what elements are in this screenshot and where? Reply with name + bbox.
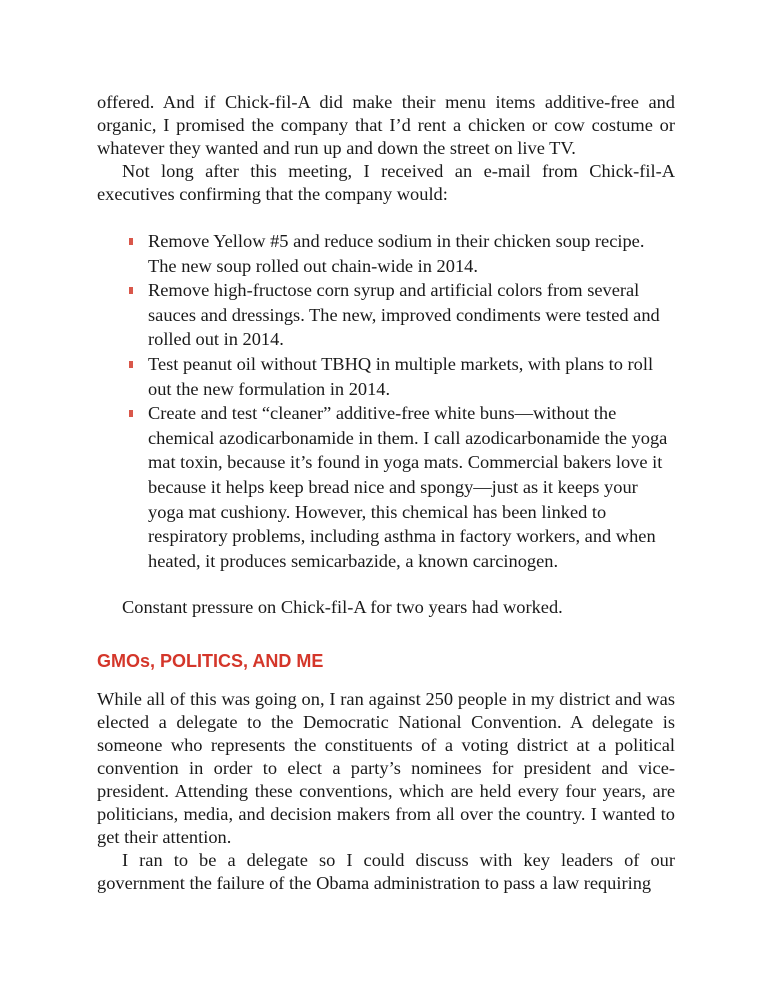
bullet-icon [129, 410, 133, 417]
list-item-text: Test peanut oil without TBHQ in multiple markets, with plans to roll out the new formulation in 2014. [148, 353, 654, 399]
bullet-icon [129, 287, 133, 294]
bullet-icon [129, 238, 133, 245]
list-item [148, 229, 675, 278]
section-heading: GMOs, POLITICS, AND ME [97, 651, 324, 672]
list-item-text: Create and test “cleaner” additive-free white buns—without the chemical azodicarbonamide in them. I call azodicarbonamide the yoga mat toxin, because it’s found in yoga mats. Commercial bakers love it because it helps keep bread nice and spongy—just as it keeps your yoga mat cushiony. However, this chemical has been linked to respiratory problems, including asthma in factory workers, and when heated, it produces semicarbazide, a known carcinogen. [148, 403, 668, 571]
body-paragraph-2: Not long after this meeting, I received an e-mail from Chick-fil-A executives confirming that the company would: [97, 161, 675, 204]
list-item-text: Remove high-fructose corn syrup and artificial colors from several sauces and dressings. The new, improved condiments were tested and rolled out in 2014. [148, 280, 660, 350]
body-paragraph-4: I ran to be a delegate so I could discuss with key leaders of our government the failure of the Obama administration to pass a law requiring [97, 850, 675, 894]
body-paragraph-1: offered. And if Chick-fil-A did make their menu items additive-free and organic, I promised the company that I’d rent a chicken or cow costume or whatever they wanted and run up and down the street on live TV. [97, 92, 675, 158]
spacer [97, 573, 675, 596]
body-paragraph-3: While all of this was going on, I ran against 250 people in my district and was elected a delegate to the Democratic National Convention. A delegate is someone who represents the constituents of a voting district at a political convention in order to elect a party’s nominees for president and vice-president. Attending these conventions, which are held every four years, are politicians, media, and decision makers from all over the country. I wanted to get their attention. [97, 689, 675, 848]
document-page [97, 91, 675, 895]
list-item [148, 278, 675, 352]
closing-line: Constant pressure on Chick-fil-A for two years had worked. [122, 597, 563, 618]
list-item [148, 401, 675, 573]
list-item-text: Remove Yellow #5 and reduce sodium in their chicken soup recipe. The new soup rolled out chain-wide in 2014. [148, 231, 645, 276]
bullet-icon [129, 361, 133, 368]
commitments-list [97, 229, 675, 573]
spacer [97, 206, 675, 229]
list-item [148, 352, 675, 401]
